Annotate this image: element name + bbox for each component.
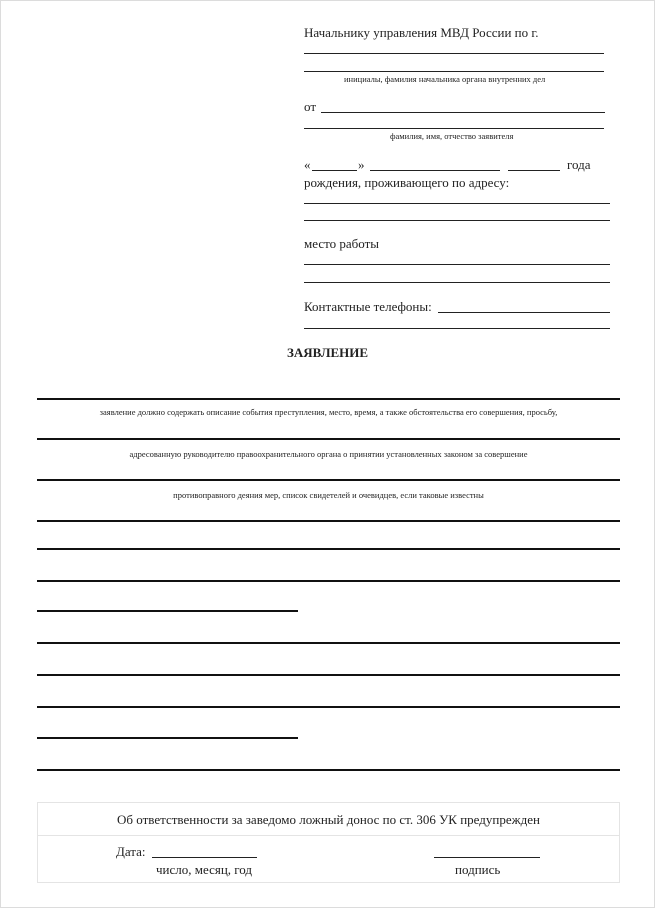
statement-line-9[interactable] — [37, 674, 620, 676]
birth-close-quote: » — [358, 157, 365, 172]
signature-hint: подпись — [455, 862, 501, 877]
page-title: ЗАЯВЛЕНИЕ — [287, 345, 369, 360]
statement-line-1[interactable] — [37, 398, 620, 400]
year-suffix: года — [567, 157, 591, 172]
statement-hint-1: заявление должно содержать описание события преступления, место, время, а также обстоятельства его совершения, просьбу, — [99, 407, 558, 417]
footer-divider — [38, 835, 619, 836]
date-label: Дата: — [116, 844, 146, 859]
statement-line-2[interactable] — [37, 438, 620, 440]
liability-warning: Об ответственности за заведомо ложный донос по ст. 306 УК предупрежден — [117, 812, 540, 827]
statement-line-4[interactable] — [37, 520, 620, 522]
signature-line[interactable] — [434, 857, 540, 858]
workplace-line-1[interactable] — [304, 264, 610, 265]
date-hint: число, месяц, год — [156, 862, 253, 877]
statement-line-7-short[interactable] — [37, 610, 298, 612]
from-label: от — [304, 99, 317, 114]
phones-label: Контактные телефоны: — [304, 299, 432, 314]
liability-footer — [37, 802, 620, 883]
statement-line-12[interactable] — [37, 769, 620, 771]
date-line[interactable] — [152, 857, 257, 858]
addressee-label: Начальнику управления МВД России по г. — [304, 25, 539, 40]
from-line-2[interactable] — [304, 128, 604, 129]
statement-hint-3: противоправного деяния мер, список свидетелей и очевидцев, если таковые известны — [173, 490, 484, 500]
birth-address-label: рождения, проживающего по адресу: — [304, 175, 510, 190]
address-line-1[interactable] — [304, 203, 610, 204]
statement-line-5[interactable] — [37, 548, 620, 550]
statement-line-8[interactable] — [37, 642, 620, 644]
statement-line-3[interactable] — [37, 479, 620, 481]
address-line-2[interactable] — [304, 220, 610, 221]
phones-line-2[interactable] — [304, 328, 610, 329]
addressee-line-2[interactable] — [304, 71, 604, 72]
workplace-line-2[interactable] — [304, 282, 610, 283]
statement-line-6[interactable] — [37, 580, 620, 582]
statement-line-11-short[interactable] — [37, 737, 298, 739]
from-hint: фамилия, имя, отчество заявителя — [390, 131, 514, 141]
phones-line-1[interactable] — [438, 312, 610, 313]
birth-open-quote: « — [304, 157, 311, 172]
birth-month-line[interactable] — [370, 170, 500, 171]
statement-hint-2: адресованную руководителю правоохранительного органа о принятии установленных законом за совершение — [129, 449, 528, 459]
from-line-1[interactable] — [321, 112, 605, 113]
statement-line-10[interactable] — [37, 706, 620, 708]
addressee-line-1[interactable] — [304, 53, 604, 54]
workplace-label: место работы — [304, 236, 379, 251]
birth-day-line[interactable] — [312, 170, 357, 171]
birth-year-line[interactable] — [508, 170, 560, 171]
addressee-hint: инициалы, фамилия начальника органа внутренних дел — [344, 74, 546, 84]
